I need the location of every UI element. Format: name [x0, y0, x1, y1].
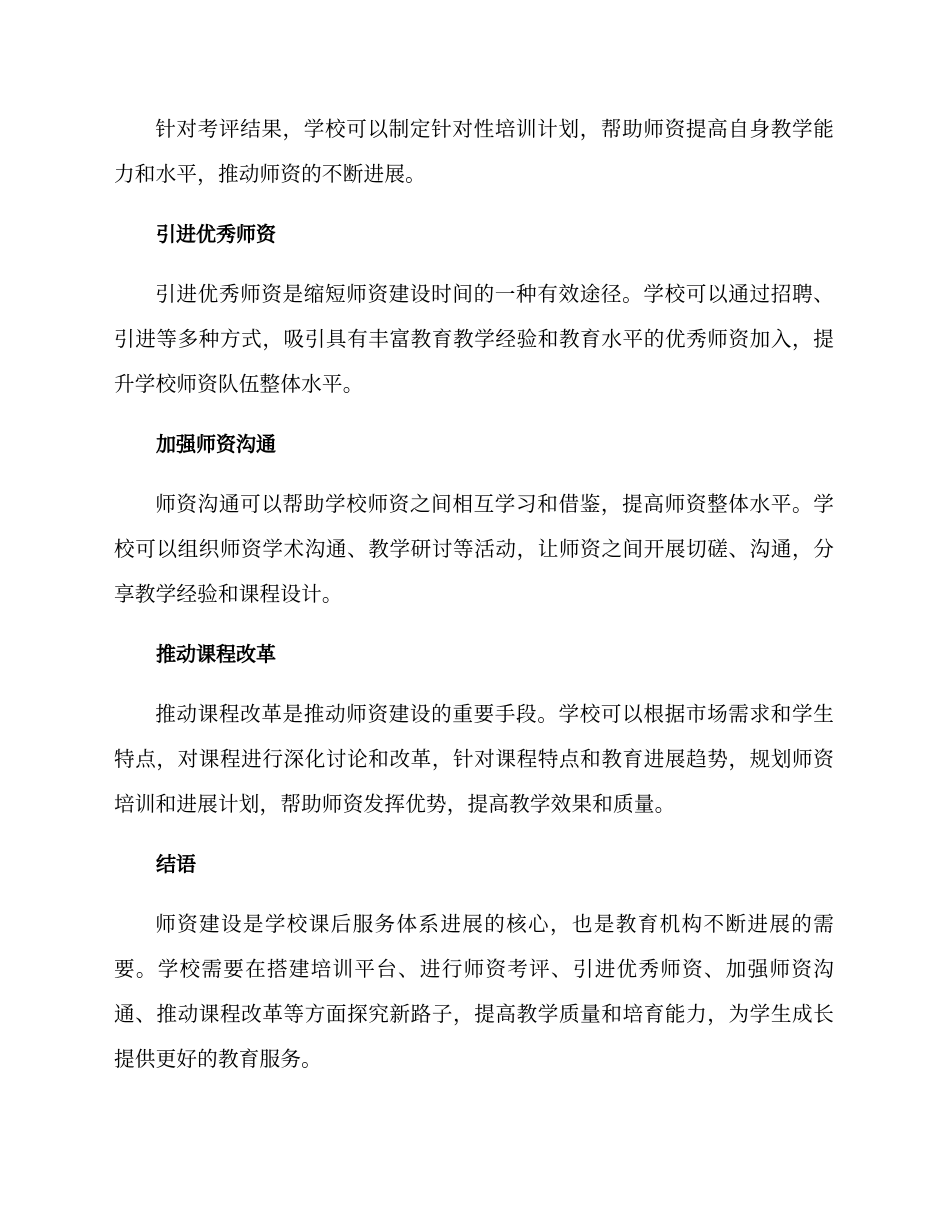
paragraph-recruit-teachers: 引进优秀师资是缩短师资建设时间的一种有效途径。学校可以通过招聘、引进等多种方式，吸引具有丰富教育教学经验和教育水平的优秀师资加入，提升学校师资队伍整体水平。 [114, 282, 834, 396]
heading-conclusion: 结语 [156, 852, 196, 876]
heading-curriculum-reform: 推动课程改革 [156, 642, 276, 666]
heading-recruit-teachers: 引进优秀师资 [156, 222, 276, 246]
heading-teacher-communication: 加强师资沟通 [156, 432, 276, 456]
paragraph-conclusion: 师资建设是学校课后服务体系进展的核心，也是教育机构不断进展的需要。学校需要在搭建培训平台、进行师资考评、引进优秀师资、加强师资沟通、推动课程改革等方面探究新路子，提高教学质量和培育能力，为学生成长提供更好的教育服务。 [114, 912, 834, 1071]
document-page [114, 107, 834, 1082]
paragraph-teacher-communication: 师资沟通可以帮助学校师资之间相互学习和借鉴，提高师资整体水平。学校可以组织师资学术沟通、教学研讨等活动，让师资之间开展切磋、沟通，分享教学经验和课程设计。 [114, 492, 834, 606]
paragraph-training-plan: 针对考评结果，学校可以制定针对性培训计划，帮助师资提高自身教学能力和水平，推动师资的不断进展。 [114, 117, 834, 186]
paragraph-curriculum-reform: 推动课程改革是推动师资建设的重要手段。学校可以根据市场需求和学生特点，对课程进行深化讨论和改革，针对课程特点和教育进展趋势，规划师资培训和进展计划，帮助师资发挥优势，提高教学效果和质量。 [114, 702, 834, 816]
